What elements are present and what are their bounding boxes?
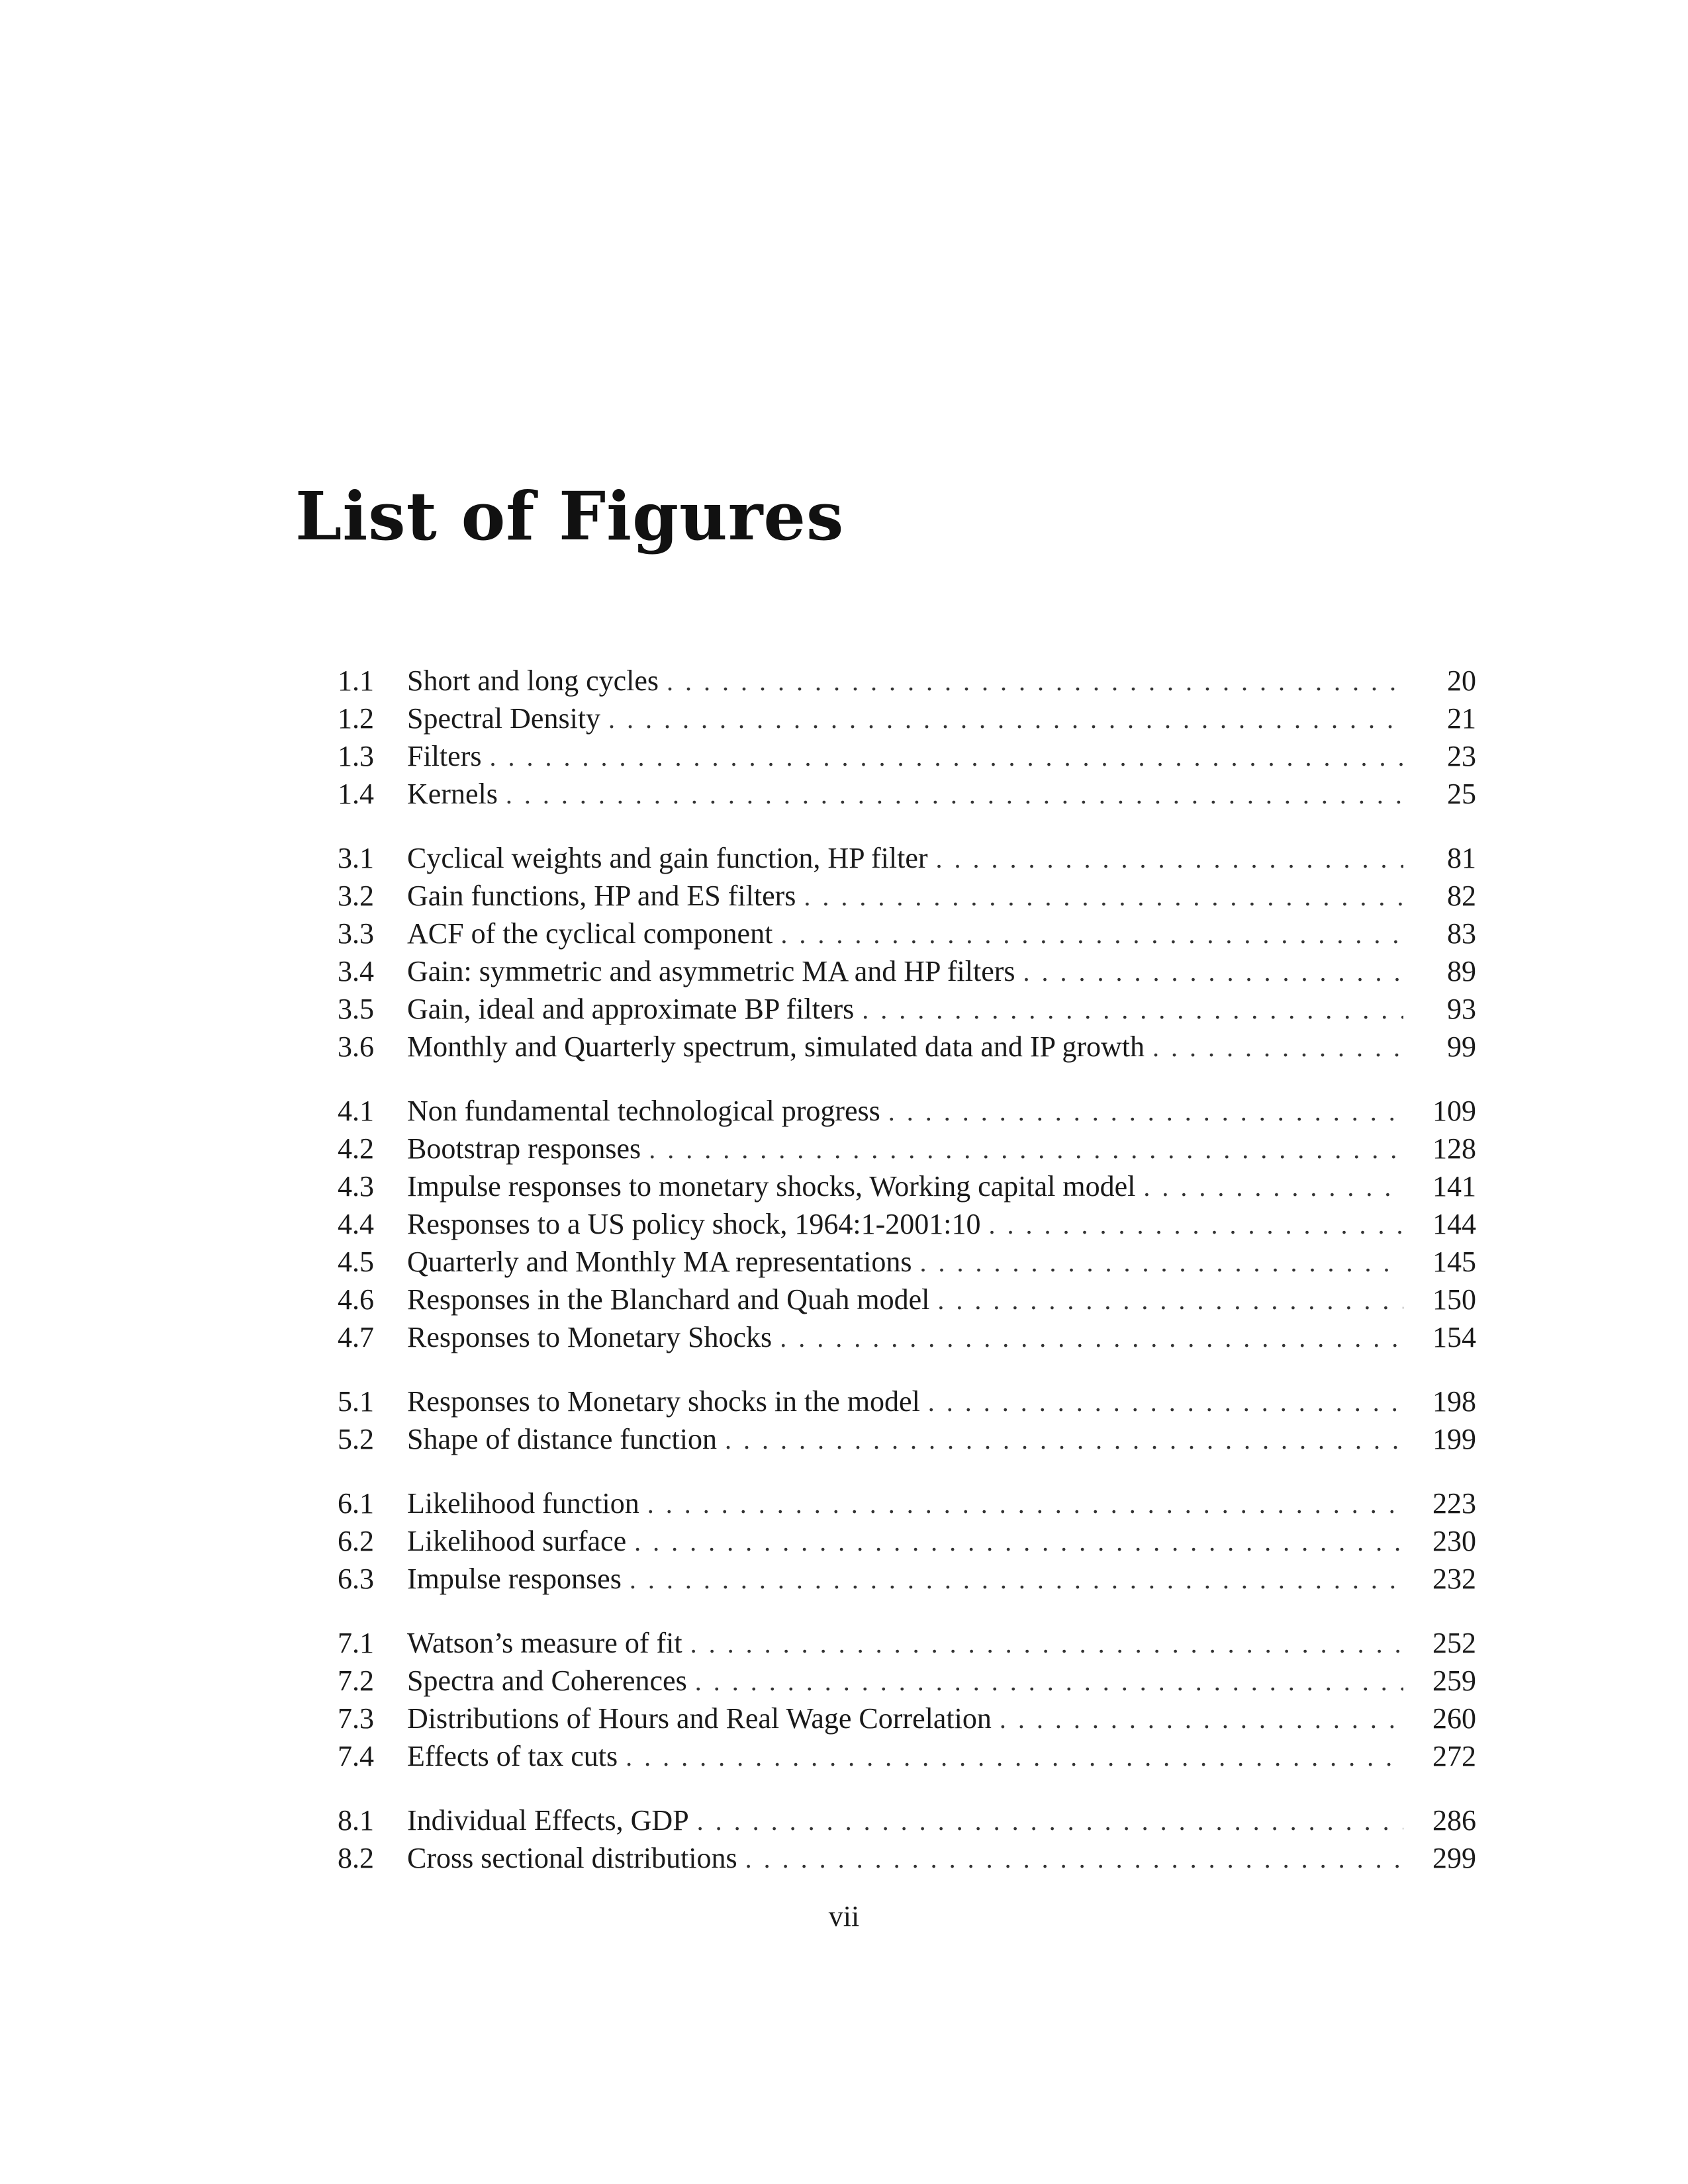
dot-leader [634,1523,1403,1561]
figure-entry-5-1[interactable] [338,1383,1476,1420]
figure-number: 6.2 [338,1525,374,1557]
figure-entry-3-6[interactable] [338,1028,1476,1066]
figure-number: 7.4 [338,1740,374,1772]
figure-page: 109 [1432,1095,1476,1127]
figure-entry-8-1[interactable] [338,1801,1476,1839]
dot-leader [862,991,1403,1028]
dot-leader [989,1206,1403,1244]
dot-leader [697,1802,1403,1840]
figure-entry-7-1[interactable] [338,1624,1476,1662]
chapter-group-1 [338,662,1476,813]
figure-page: 198 [1432,1385,1476,1418]
dot-leader [626,1738,1403,1776]
figure-entry-4-5[interactable] [338,1243,1476,1281]
figure-page: 259 [1432,1664,1476,1697]
figure-title: Watson’s measure of fit [407,1627,682,1659]
dot-leader [1023,953,1403,991]
figure-page: 82 [1447,880,1476,912]
figure-number: 4.1 [338,1095,374,1127]
figure-number: 1.4 [338,778,374,810]
figure-title: Cyclical weights and gain function, HP filter [407,842,928,874]
dot-leader [745,1840,1403,1878]
figure-title: Likelihood surface [407,1525,627,1557]
dot-leader [630,1561,1403,1598]
dot-leader [695,1662,1403,1700]
figure-number: 4.5 [338,1246,374,1278]
dot-leader [649,1130,1403,1168]
figure-number: 6.3 [338,1563,374,1595]
figure-title: Impulse responses [407,1563,622,1595]
figure-number: 4.2 [338,1132,374,1165]
figure-entry-6-3[interactable] [338,1560,1476,1598]
dot-leader [608,700,1403,738]
figure-entry-7-4[interactable] [338,1737,1476,1775]
figure-number: 3.5 [338,993,374,1025]
dot-leader [1152,1028,1403,1066]
figure-number: 3.4 [338,955,374,987]
dot-leader [667,662,1403,700]
figure-title: Individual Effects, GDP [407,1804,689,1837]
chapter-group-3 [338,839,1476,1066]
figure-title: Kernels [407,778,498,810]
figure-title: Gain: symmetric and asymmetric MA and HP filters [407,955,1015,987]
figure-number: 3.1 [338,842,374,874]
figure-entry-1-3[interactable] [338,737,1476,775]
figure-number: 4.3 [338,1170,374,1203]
figure-entry-4-4[interactable] [338,1205,1476,1243]
figure-number: 8.1 [338,1804,374,1837]
figure-page: 299 [1432,1842,1476,1874]
figure-number: 1.3 [338,740,374,772]
figure-number: 5.1 [338,1385,374,1418]
figure-number: 7.2 [338,1664,374,1697]
figure-number: 3.2 [338,880,374,912]
figure-title: Gain, ideal and approximate BP filters [407,993,855,1025]
figure-title: Short and long cycles [407,664,659,697]
dot-leader [1000,1700,1403,1738]
dot-leader [506,776,1403,813]
figure-page: 232 [1432,1563,1476,1595]
figure-entry-8-2[interactable] [338,1839,1476,1877]
figure-page: 144 [1432,1208,1476,1240]
figure-page: 81 [1447,842,1476,874]
dot-leader [647,1485,1403,1523]
dot-leader [780,1319,1403,1357]
figure-title: Spectral Density [407,702,601,735]
figure-entry-4-7[interactable] [338,1318,1476,1356]
page-title: List of Figures [295,477,845,555]
figure-page: 272 [1432,1740,1476,1772]
figure-number: 7.1 [338,1627,374,1659]
dot-leader [928,1383,1403,1421]
dot-leader [489,738,1403,776]
dot-leader [888,1093,1403,1130]
dot-leader [690,1625,1403,1662]
dot-leader [804,878,1403,915]
figure-entry-4-2[interactable] [338,1130,1476,1167]
figure-title: Effects of tax cuts [407,1740,618,1772]
figure-title: Likelihood function [407,1487,639,1520]
page-number: vii [828,1900,860,1933]
figure-number: 6.1 [338,1487,374,1520]
chapter-group-4 [338,1092,1476,1356]
figure-title: Non fundamental technological progress [407,1095,880,1127]
figure-title: Filters [407,740,482,772]
figure-title: Bootstrap responses [407,1132,641,1165]
figure-title: Cross sectional distributions [407,1842,737,1874]
figure-page: 230 [1432,1525,1476,1557]
figure-number: 1.2 [338,702,374,735]
figure-entry-3-2[interactable] [338,877,1476,915]
figure-number: 4.7 [338,1321,374,1353]
figure-page: 99 [1447,1030,1476,1063]
figure-page: 83 [1447,917,1476,950]
figure-page: 145 [1432,1246,1476,1278]
figure-title: Responses to a US policy shock, 1964:1-2001:10 [407,1208,981,1240]
dot-leader [725,1421,1403,1459]
figure-page: 20 [1447,664,1476,697]
figure-page: 260 [1432,1702,1476,1735]
figure-entry-4-6[interactable] [338,1281,1476,1318]
list-of-figures [338,662,1476,1903]
figure-page: 154 [1432,1321,1476,1353]
figure-entry-7-2[interactable] [338,1662,1476,1700]
figure-entry-1-4[interactable] [338,775,1476,813]
chapter-group-8 [338,1801,1476,1877]
figure-entry-4-1[interactable] [338,1092,1476,1130]
figure-number: 1.1 [338,664,374,697]
figure-entry-3-4[interactable] [338,952,1476,990]
figure-title: Shape of distance function [407,1423,717,1455]
figure-number: 5.2 [338,1423,374,1455]
dot-leader [920,1244,1403,1281]
figure-entry-4-3[interactable] [338,1167,1476,1205]
figure-page: 25 [1447,778,1476,810]
figure-entry-7-3[interactable] [338,1700,1476,1737]
figure-title: Spectra and Coherences [407,1664,687,1697]
figure-number: 7.3 [338,1702,374,1735]
figure-page: 93 [1447,993,1476,1025]
figure-entry-3-1[interactable] [338,839,1476,877]
figure-page: 23 [1447,740,1476,772]
dot-leader [780,915,1403,953]
figure-entry-3-3[interactable] [338,915,1476,952]
figure-entry-3-5[interactable] [338,990,1476,1028]
figure-title: Responses to Monetary Shocks [407,1321,773,1353]
figure-page: 286 [1432,1804,1476,1837]
figure-page: 150 [1432,1283,1476,1316]
figure-page: 199 [1432,1423,1476,1455]
figure-number: 4.4 [338,1208,374,1240]
dot-leader [937,1281,1403,1319]
figure-title: ACF of the cyclical component [407,917,773,950]
chapter-group-6 [338,1484,1476,1598]
figure-number: 3.6 [338,1030,374,1063]
figure-page: 252 [1432,1627,1476,1659]
figure-title: Distributions of Hours and Real Wage Correlation [407,1702,992,1735]
figure-number: 4.6 [338,1283,374,1316]
figure-entry-5-2[interactable] [338,1420,1476,1458]
figure-number: 3.3 [338,917,374,950]
dot-leader [936,840,1403,878]
figure-entry-6-1[interactable] [338,1484,1476,1522]
figure-title: Responses in the Blanchard and Quah model [407,1283,930,1316]
figure-page: 223 [1432,1487,1476,1520]
figure-page: 128 [1432,1132,1476,1165]
figure-title: Quarterly and Monthly MA representations [407,1246,912,1278]
dot-leader [1143,1168,1403,1206]
figure-page: 21 [1447,702,1476,735]
figure-title: Gain functions, HP and ES filters [407,880,796,912]
figure-entry-1-1[interactable] [338,662,1476,700]
figure-title: Responses to Monetary shocks in the model [407,1385,920,1418]
figure-entry-1-2[interactable] [338,700,1476,737]
figure-page: 141 [1432,1170,1476,1203]
figure-title: Impulse responses to monetary shocks, Working capital model [407,1170,1136,1203]
figure-number: 8.2 [338,1842,374,1874]
chapter-group-7 [338,1624,1476,1775]
figure-entry-6-2[interactable] [338,1522,1476,1560]
figure-title: Monthly and Quarterly spectrum, simulated data and IP growth [407,1030,1145,1063]
chapter-group-5 [338,1383,1476,1458]
figure-page: 89 [1447,955,1476,987]
